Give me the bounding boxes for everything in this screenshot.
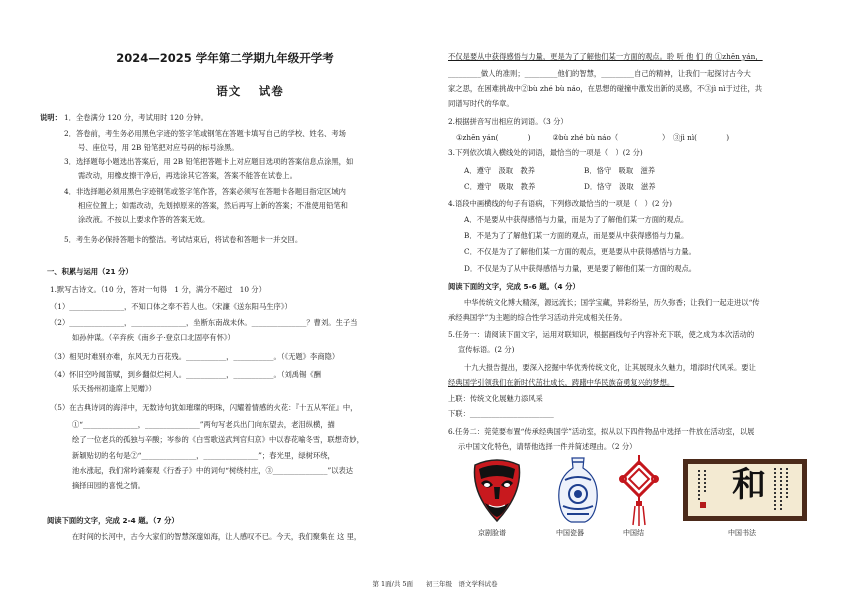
recitation-line: 池水涨起，我们常吟诵秦观《行香子》中的词句“树绕村庄，③_______________”以表达 xyxy=(72,466,354,475)
recitation-line: ①“_______________，_______________”两句写老兵出门向东望去，老泪纵横，描 xyxy=(72,420,335,429)
recitation-line: 乐天扬州初逢席上见赠》） xyxy=(72,384,156,393)
question-6: 6.任务二：莞莞要布置“传承经典国学”活动室，拟从以下四件物品中选择一件放在活动室，以展 xyxy=(448,427,755,436)
option-a: A．不是要从中获得感悟与力量，而是为了了解他们某一方面的观点。 xyxy=(464,215,689,224)
question-5: 5.任务一：请阅读下面文字，运用对联知识，根据画线句子内容补充下联，使之成为本次活动的 xyxy=(448,330,755,339)
recitation-line: 新颖贴切的名句是②“_______________，_______________”；春光里，绿树环绕， xyxy=(72,451,335,460)
recitation-line: （1）_______________，不知口体之奉不若人也。（宋濂《送东阳马生序》） xyxy=(50,302,292,311)
option-c: C．遵守 吸取 教养 xyxy=(464,182,536,191)
exam-title: 2024—2025 学年第二学期九年级开学考 xyxy=(116,51,334,65)
option-b: B．不是为了了解他们某一方面的观点，而是要从中获得感悟与力量。 xyxy=(464,231,689,240)
recitation-line: 摘择田园的喜悦之情。 xyxy=(72,481,145,490)
recitation-line: 如孙仲谋。（辛弃疾《南乡子·登京口北固亭有怀》） xyxy=(72,333,235,342)
couplet-up: 上联：传统文化展魅力添风采 xyxy=(448,394,543,403)
question-6-cont: 示中国文化特色，请帮他选择一件并简述理由。（2 分） xyxy=(458,442,637,451)
scroll-paper xyxy=(688,464,802,516)
calligraphy-scroll-icon xyxy=(683,459,807,521)
question-2-blanks: ①zhēn yán( ) ②bù zhé bù náo（ ） ③jì nì( ) xyxy=(456,133,730,142)
inscription-stroke xyxy=(786,468,789,498)
calligraphy-character: 和 xyxy=(732,465,766,505)
recitation-line: （2）_______________，_______________，坐断东南战未休。_______________？曹刘。生子当 xyxy=(50,318,358,327)
question-5-text: 经典国学引领我们在新时代茁壮成长，踌躇中华民族奋勇复兴的梦想。 xyxy=(448,378,675,387)
passage-line: _________做人的准则；_________他们的智慧，_________自己的精神，让我们一起探讨古今大 xyxy=(448,69,751,78)
question-1: 1.默写古诗文。（10 分，答对一句得 1 分，满分不超过 10 分） xyxy=(50,285,266,294)
reading-text: 承经典国学”为主题的综合性学习活动并完成相关任务。 xyxy=(448,313,627,322)
instruction-line: 2．答卷前，考生务必用黑色字迹的签字笔或钢笔在答题卡填写自己的学校、姓名、考场 xyxy=(64,129,346,138)
item-caption: 中国书法 xyxy=(728,529,756,537)
passage-line: 家之思，在困难挑战中②bù zhé bù náo，在思想的碰撞中激发出新的灵感，不③jì nì于过往，共 xyxy=(448,84,763,93)
inscription-stroke xyxy=(774,468,777,510)
option-b: B．恪守 吸取 滋养 xyxy=(584,166,656,175)
option-d: D．不仅是为了从中获得感悟与力量，更是要了解他们某一方面的观点。 xyxy=(464,264,697,273)
option-c: C．不仅是为了了解他们某一方面的观点，更是要从中获得感悟与力量。 xyxy=(464,247,696,256)
option-d: D．恪守 汲取 滋养 xyxy=(584,182,656,191)
chinese-knot-icon xyxy=(617,455,661,527)
instruction-line: 号、座位号，用 2B 铅笔把对应号码的标号涂黑。 xyxy=(78,143,239,152)
inscription-stroke xyxy=(780,468,783,510)
page-footer: 第 1面/共 5面 初三年级 语文学科试卷 xyxy=(372,580,498,588)
recitation-line: （5）在古典诗词的海洋中，无数诗句犹如璀璨的明珠，闪耀着情感的火花：『十五从军征』中， xyxy=(50,403,358,412)
exam-subtitle: 语文 试卷 xyxy=(216,84,284,98)
instruction-line: 1．全卷满分 120 分，考试用时 120 分钟。 xyxy=(64,113,208,122)
passage-line: 同谱写时代的华章。 xyxy=(448,99,514,108)
inscription-stroke xyxy=(698,470,701,500)
instruction-line: 涂改液。不按以上要求作答的答案无效。 xyxy=(78,215,210,224)
seal-stamp xyxy=(700,502,706,508)
instruction-line: 3．选择题每小题选出答案后，用 2B 铅笔把答题卡上对应题目选项的答案信息点涂黑，如 xyxy=(64,157,354,166)
instruction-line: 5．考生务必保持答题卡的整洁。考试结束后，将试卷和答题卡一并交回。 xyxy=(64,235,303,244)
item-caption: 中国结 xyxy=(623,529,644,537)
question-5-cont: 宣传标语。(2 分) xyxy=(458,345,515,354)
section-heading: 一、积累与运用（21 分） xyxy=(47,267,133,276)
reading-heading: 阅读下面的文字，完成 5-6 题。（4 分） xyxy=(448,282,580,291)
question-5-text: 十九大报告提出，要深入挖掘中华优秀传统文化，让其展现永久魅力，增添时代风采。要让 xyxy=(464,363,756,372)
item-caption: 中国瓷器 xyxy=(556,529,584,537)
recitation-line: （4）怀旧空吟闻笛赋，到乡翻似烂柯人。___________，___________。（刘禹锡《酬 xyxy=(50,370,321,379)
opera-mask-icon xyxy=(469,457,525,523)
question-2: 2.根据拼音写出相应的词语。（3 分） xyxy=(448,117,568,126)
couplet-down: 下联：_______________________ xyxy=(448,409,554,418)
instruction-line: 需改动，用橡皮擦干净后，再选涂其它答案，答案不能答在试卷上。 xyxy=(78,171,297,180)
instructions-label: 说明： xyxy=(40,113,62,122)
question-3: 3.下列依次填入横线处的词语，最恰当的一项是（ ）(2 分) xyxy=(448,148,643,157)
item-caption: 京剧脸谱 xyxy=(478,529,506,537)
reading-heading: 阅读下面的文字，完成 2-4 题。（7 分） xyxy=(47,516,179,525)
reading-text: 中华传统文化博大精深，源远流长；国学宝藏，异彩纷呈，历久弥香；让我们一起走进以“传 xyxy=(464,298,760,307)
reading-text: 在时间的长河中，古今大家们的智慧深邃如海，让人感叹不已。今天，我们聚集在 这 里， xyxy=(72,532,362,541)
passage-line: 不仅是要从中获得感悟与力量，更是为了了解他们某一方面的观点。聆 听 他 们 的 ①zhēn yán， xyxy=(448,52,763,61)
porcelain-vase-icon xyxy=(555,456,601,524)
option-a: A．遵守 汲取 教养 xyxy=(464,166,535,175)
question-4: 4.语段中画横线的句子有语病，下列修改最恰当的一项是（ ）(2 分) xyxy=(448,199,672,208)
recitation-line: 绘了一位老兵的孤独与辛酸；岑参的《白雪歌送武判官归京》中以春花喻冬雪，联想奇妙， xyxy=(72,435,364,444)
inscription-stroke xyxy=(704,470,707,492)
instruction-line: 相应位置上；如需改动，先划掉原来的答案，然后再写上新的答案；不准使用铅笔和 xyxy=(78,201,348,210)
instruction-line: 4．非选择题必须用黑色字迹钢笔或签字笔作答，答案必须写在答题卡各题目指定区域内 xyxy=(64,187,346,196)
recitation-line: （3）相见时难别亦难，东风无力百花残。___________，___________。（《无题》李商隐） xyxy=(50,352,340,361)
